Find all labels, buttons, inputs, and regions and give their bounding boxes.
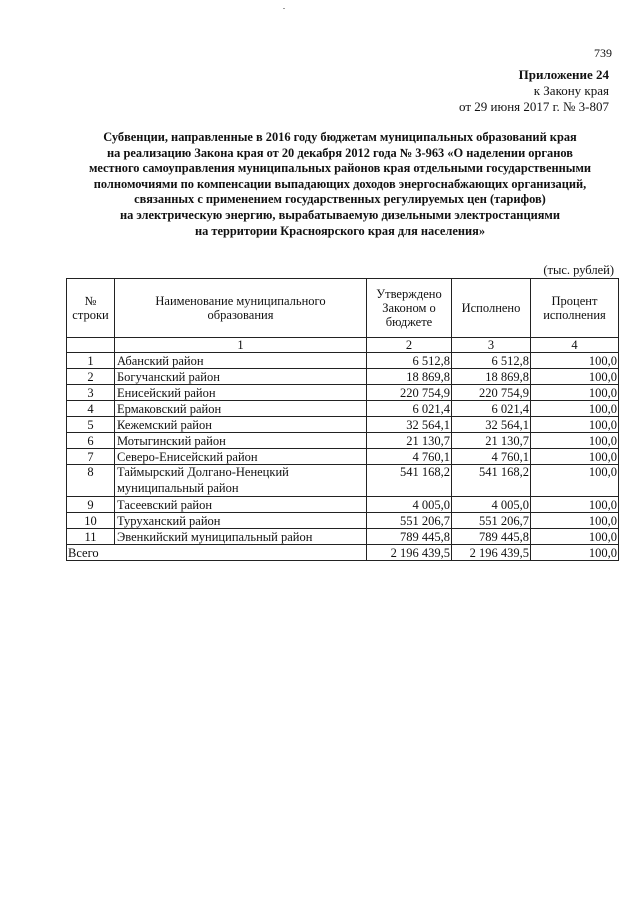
approved-amount: 220 754,9 xyxy=(367,385,452,401)
municipality-name-line: Енисейский район xyxy=(117,385,216,400)
row-number: 11 xyxy=(67,529,115,545)
executed-amount: 789 445,8 xyxy=(452,529,531,545)
row-number: 10 xyxy=(67,513,115,529)
title-line: связанных с применением государственных регулируемых цен (тарифов) xyxy=(134,192,546,207)
executed-amount: 6 512,8 xyxy=(452,353,531,369)
scan-speck xyxy=(283,8,285,9)
executed-amount: 32 564,1 xyxy=(452,417,531,433)
row-number: 6 xyxy=(67,433,115,449)
table-row xyxy=(67,449,619,465)
table-row xyxy=(67,385,619,401)
column-numbers-row xyxy=(67,338,619,353)
table-row xyxy=(67,417,619,433)
executed-amount: 21 130,7 xyxy=(452,433,531,449)
municipality-name xyxy=(115,369,367,385)
execution-percent: 100,0 xyxy=(531,417,619,433)
executed-amount: 6 021,4 xyxy=(452,401,531,417)
column-number: 3 xyxy=(452,338,531,353)
municipality-name xyxy=(115,401,367,417)
municipality-name-line: Ермаковский район xyxy=(117,401,222,416)
appendix-law-reference: к Закону края xyxy=(533,83,609,98)
approved-amount: 4 760,1 xyxy=(367,449,452,465)
table-body xyxy=(67,353,619,545)
row-number: 7 xyxy=(67,449,115,465)
approved-amount: 551 206,7 xyxy=(367,513,452,529)
municipality-name-line: Туруханский район xyxy=(117,513,221,528)
municipality-name-line: Северо-Енисейский район xyxy=(117,449,258,464)
executed-amount: 551 206,7 xyxy=(452,513,531,529)
municipality-name-line: Богучанский район xyxy=(117,369,220,384)
municipality-name xyxy=(115,529,367,545)
execution-percent: 100,0 xyxy=(531,449,619,465)
municipality-name-line: Кежемский район xyxy=(117,417,212,432)
column-number xyxy=(67,338,115,353)
table-row xyxy=(67,353,619,369)
table-row xyxy=(67,465,619,497)
header-approved: Утверждено Законом о бюджете xyxy=(367,279,452,338)
title-line: местного самоуправления муниципальных районов края отдельными государственными xyxy=(88,161,592,176)
municipality-name xyxy=(115,465,367,497)
header-row-number: № строки xyxy=(67,279,115,338)
executed-amount: 4 760,1 xyxy=(452,449,531,465)
total-approved: 2 196 439,5 xyxy=(367,545,452,561)
column-number: 1 xyxy=(115,338,367,353)
row-number: 5 xyxy=(67,417,115,433)
municipality-name-line: Эвенкийский муниципальный район xyxy=(117,529,313,544)
municipality-name xyxy=(115,385,367,401)
execution-percent: 100,0 xyxy=(531,529,619,545)
row-number: 4 xyxy=(67,401,115,417)
total-percent: 100,0 xyxy=(531,545,619,561)
execution-percent: 100,0 xyxy=(531,513,619,529)
municipality-name-line: Мотыгинский район xyxy=(117,433,226,448)
municipality-name xyxy=(115,353,367,369)
row-number: 9 xyxy=(67,497,115,513)
execution-percent: 100,0 xyxy=(531,369,619,385)
page-number: 739 xyxy=(594,46,612,60)
execution-percent: 100,0 xyxy=(531,465,619,497)
header-municipality-name: Наименование муниципального образования xyxy=(115,279,367,338)
header-executed: Исполнено xyxy=(452,279,531,338)
municipality-name xyxy=(115,497,367,513)
municipality-name xyxy=(115,417,367,433)
title-line: полномочиями по компенсации выпадающих доходов энергоснабжающих организаций, xyxy=(93,176,587,191)
column-number: 4 xyxy=(531,338,619,353)
table-row xyxy=(67,433,619,449)
table-row xyxy=(67,529,619,545)
title-line: на территории Красноярского края для населения» xyxy=(194,223,486,238)
execution-percent: 100,0 xyxy=(531,353,619,369)
table-row xyxy=(67,401,619,417)
row-number: 8 xyxy=(67,465,115,497)
title-line: на электрическую энергию, вырабатываемую дизельными электростанциями xyxy=(119,207,561,222)
municipality-name-line: муниципальный район xyxy=(117,480,239,495)
approved-amount: 6 512,8 xyxy=(367,353,452,369)
municipality-name xyxy=(115,449,367,465)
table-row xyxy=(67,369,619,385)
row-number: 3 xyxy=(67,385,115,401)
municipality-name-line: Таймырский Долгано-Ненецкий xyxy=(117,465,289,479)
table-row xyxy=(67,513,619,529)
row-number: 1 xyxy=(67,353,115,369)
appendix-law-date: от 29 июня 2017 г. № 3-807 xyxy=(459,99,609,114)
approved-amount: 789 445,8 xyxy=(367,529,452,545)
header-percent: Процент исполнения xyxy=(531,279,619,338)
execution-percent: 100,0 xyxy=(531,433,619,449)
approved-amount: 4 005,0 xyxy=(367,497,452,513)
execution-percent: 100,0 xyxy=(531,401,619,417)
approved-amount: 18 869,8 xyxy=(367,369,452,385)
title-line: Субвенции, направленные в 2016 году бюджетам муниципальных образований края xyxy=(103,130,577,144)
execution-percent: 100,0 xyxy=(531,385,619,401)
header-row xyxy=(67,279,619,338)
total-label: Всего xyxy=(67,545,367,561)
total-row xyxy=(67,545,619,561)
municipality-name xyxy=(115,513,367,529)
appendix-title: Приложение 24 xyxy=(518,67,609,82)
document-title xyxy=(60,130,620,239)
executed-amount: 220 754,9 xyxy=(452,385,531,401)
subventions-table xyxy=(66,278,619,561)
appendix-header xyxy=(459,67,609,115)
units-label: (тыс. рублей) xyxy=(543,263,614,277)
total-executed: 2 196 439,5 xyxy=(452,545,531,561)
approved-amount: 32 564,1 xyxy=(367,417,452,433)
approved-amount: 6 021,4 xyxy=(367,401,452,417)
municipality-name-line: Тасеевский район xyxy=(117,497,213,512)
row-number: 2 xyxy=(67,369,115,385)
approved-amount: 21 130,7 xyxy=(367,433,452,449)
executed-amount: 541 168,2 xyxy=(452,465,531,497)
executed-amount: 4 005,0 xyxy=(452,497,531,513)
municipality-name xyxy=(115,433,367,449)
column-number: 2 xyxy=(367,338,452,353)
approved-amount: 541 168,2 xyxy=(367,465,452,497)
execution-percent: 100,0 xyxy=(531,497,619,513)
table-row xyxy=(67,497,619,513)
title-line: на реализацию Закона края от 20 декабря 2012 года № 3-963 «О наделении органов xyxy=(107,145,573,160)
municipality-name-line: Абанский район xyxy=(117,353,204,368)
executed-amount: 18 869,8 xyxy=(452,369,531,385)
